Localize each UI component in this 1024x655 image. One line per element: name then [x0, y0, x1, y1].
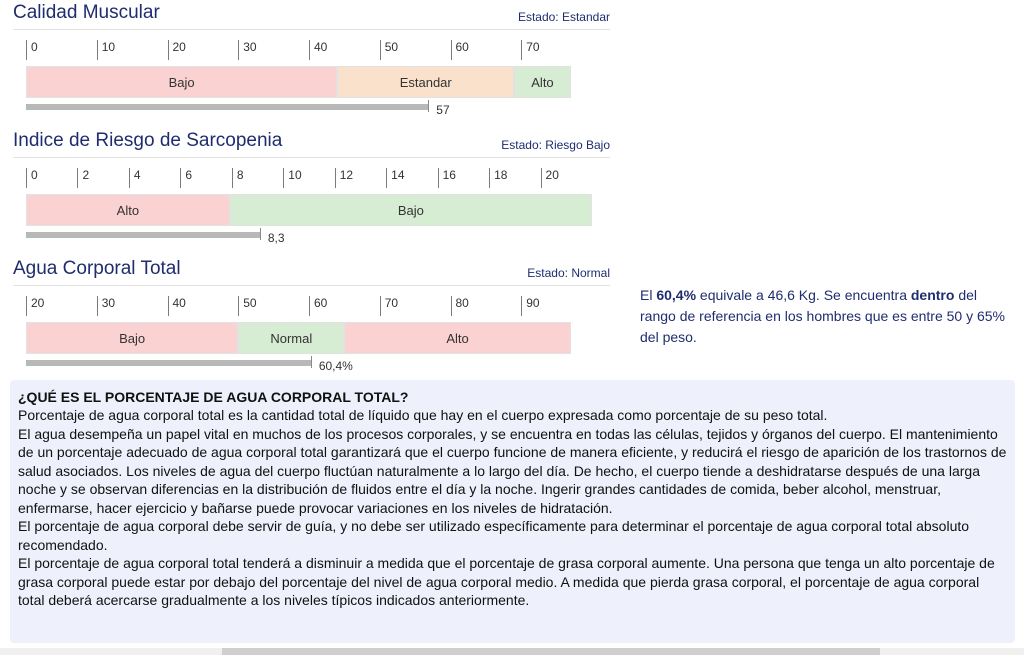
section-agua-corporal — [0, 258, 620, 380]
section-title: Calidad Muscular — [13, 2, 160, 23]
status-label: Estado: Estandar — [517, 10, 610, 24]
side-note-text: del rango de referencia en los hombres que es entre 50 y 65% del peso. — [640, 287, 1006, 345]
range-segment: Alto — [344, 322, 570, 354]
scale-ticks — [0, 296, 620, 318]
scale-tick: 2 — [77, 168, 89, 188]
scale-tick: 10 — [97, 40, 115, 60]
scale-tick: 30 — [238, 40, 256, 60]
scale-tick: 0 — [26, 40, 38, 60]
scale-tick: 10 — [283, 168, 301, 188]
scale-tick: 4 — [129, 168, 141, 188]
scale-tick: 6 — [180, 168, 192, 188]
range-segment: Bajo — [26, 66, 337, 98]
scale-tick: 50 — [380, 40, 398, 60]
range-bar — [26, 66, 571, 98]
range-segment: Bajo — [230, 194, 592, 226]
scale-tick: 20 — [541, 168, 559, 188]
scale-tick: 18 — [489, 168, 507, 188]
section-riesgo-sarcopenia — [0, 130, 620, 252]
section-calidad-muscular — [0, 2, 620, 124]
value-label: 60,4% — [318, 359, 353, 373]
scale-ticks — [0, 168, 620, 190]
section-title: Indice de Riesgo de Sarcopenia — [13, 130, 283, 151]
value-label: 8,3 — [267, 231, 285, 245]
scale-tick: 0 — [26, 168, 38, 188]
side-note-text: equivale a 46,6 Kg. Se encuentra — [696, 287, 911, 303]
value-bar — [26, 360, 312, 366]
side-note-emphasis: dentro — [910, 287, 955, 303]
value-bar — [26, 104, 429, 110]
info-paragraph: El agua desempeña un papel vital en muchos de los procesos corporales, y se encuentra en todas las células, tejidos y órganos del cuerpo. El mantenimiento de un porcentaje adecuado de agua corporal total garantizará que el cuerpo funcione de manera eficiente, y reducirá el riesgo de aparición de los trastornos de salud asociados. Los niveles de agua del cuerpo fluctúan naturalmente a lo largo del día. De hecho, el cuerpo tiende a deshidratarse después de una larga noche y se observan diferencias en la distribución de fluidos entre el día y la noche. Ingerir grandes cantidades de comida, beber alcohol, menstruar, enfermarse, hacer ejercicio y bañarse puede provocar variaciones en los niveles de hidratación. — [18, 425, 1007, 516]
status-label: Estado: Riesgo Bajo — [501, 138, 610, 152]
range-segment: Alto — [514, 66, 571, 98]
divider — [13, 285, 610, 286]
side-note-text: El — [640, 287, 657, 303]
scale-tick: 12 — [335, 168, 353, 188]
range-segment: Normal — [238, 322, 344, 354]
scale-tick: 16 — [438, 168, 456, 188]
scale-tick: 60 — [309, 296, 327, 316]
info-paragraph: El porcentaje de agua corporal debe servir de guía, y no debe ser utilizado específicamente para determinar el porcentaje de agua corporal total absoluto recomendado. — [18, 518, 970, 553]
range-bar — [26, 322, 571, 354]
info-paragraph: El porcentaje de agua corporal total tenderá a disminuir a medida que el porcentaje de grasa corporal aumente. Una persona que tenga un alto porcentaje de grasa corporal puede estar por debajo del porcentaje del nivel de agua corporal medio. A medida que pierda grasa corporal, el porcentaje de agua corporal total deberá acercarse gradualmente a los niveles típicos indicados anteriormente. — [18, 555, 995, 608]
scale-tick: 20 — [26, 296, 44, 316]
range-segment: Alto — [26, 194, 230, 226]
range-bar — [26, 194, 592, 226]
status-label: Estado: Normal — [527, 266, 610, 280]
value-label: 57 — [436, 103, 450, 117]
scale-tick: 70 — [380, 296, 398, 316]
divider — [13, 29, 610, 30]
scale-tick: 8 — [232, 168, 244, 188]
horizontal-scrollbar[interactable] — [0, 648, 1024, 655]
range-segment: Bajo — [26, 322, 238, 354]
scale-tick: 30 — [97, 296, 115, 316]
scale-tick: 40 — [168, 296, 186, 316]
agua-side-note — [640, 285, 1015, 348]
scale-tick: 80 — [451, 296, 469, 316]
scale-tick: 14 — [386, 168, 404, 188]
range-segment: Estandar — [337, 66, 514, 98]
value-bar — [26, 232, 261, 238]
scale-tick: 40 — [309, 40, 327, 60]
info-title: ¿QUÉ ES EL PORCENTAJE DE AGUA CORPORAL TOTAL? — [18, 389, 409, 405]
side-note-percent: 60,4% — [656, 287, 697, 303]
scrollbar-thumb[interactable] — [222, 648, 880, 655]
scale-tick: 60 — [451, 40, 469, 60]
info-box — [10, 380, 1015, 643]
info-paragraph: Porcentaje de agua corporal total es la cantidad total de líquido que hay en el cuerpo expresada como porcentaje de su peso total. — [18, 407, 828, 423]
scale-tick: 50 — [238, 296, 256, 316]
divider — [13, 157, 610, 158]
scale-tick: 20 — [168, 40, 186, 60]
section-title: Agua Corporal Total — [13, 258, 181, 279]
scale-tick: 70 — [521, 40, 539, 60]
scale-tick: 90 — [521, 296, 539, 316]
scale-ticks — [0, 40, 620, 62]
